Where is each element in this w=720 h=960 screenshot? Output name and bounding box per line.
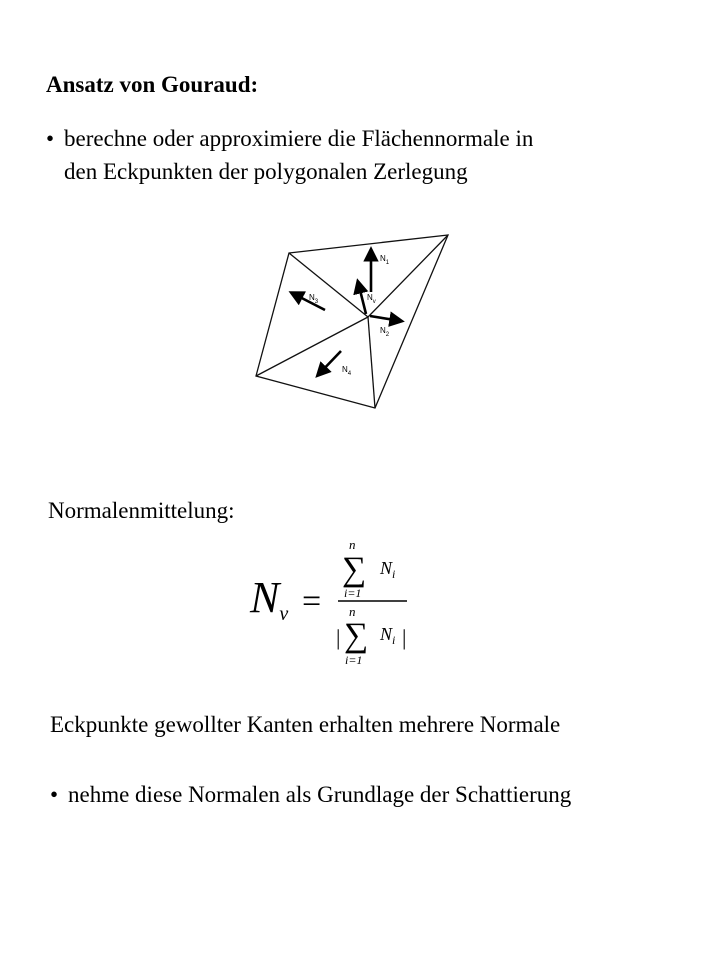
denominator-term: $N_i$	[380, 624, 396, 647]
normal-n2-arrow	[370, 316, 401, 321]
denominator-right-bar: |	[402, 625, 407, 650]
numerator-lower-limit: i=1	[344, 586, 362, 600]
bullet-1-text: berechne oder approximiere die Flächennormale in	[64, 126, 534, 151]
bullet-symbol: •	[46, 126, 55, 151]
normal-n4-arrow	[318, 351, 341, 375]
normal-averaging-label: Normalenmittelung:	[48, 498, 235, 523]
numerator-upper-limit: n	[349, 537, 356, 552]
mesh-edge	[368, 235, 448, 317]
bullet-item-1	[46, 126, 533, 152]
formula-equals: =	[302, 583, 322, 620]
edge-vertices-text: Eckpunkte gewollter Kanten erhalten mehrere Normale	[50, 712, 561, 737]
triangle-mesh-figure	[248, 228, 460, 418]
formula-lhs: Nv	[250, 573, 289, 625]
denominator-sum: ∑	[344, 617, 369, 654]
denominator-upper-limit: n	[349, 604, 356, 619]
label-nv: $N_v$	[367, 293, 376, 305]
mesh-edge	[256, 317, 368, 376]
mesh-edges	[256, 235, 448, 408]
denominator-lower-limit: i=1	[345, 653, 363, 667]
label-n3: $N_3$	[309, 293, 319, 305]
label-n2: $N_2$	[380, 326, 390, 338]
mesh-edge	[289, 253, 368, 317]
bullet-1-continuation: den Eckpunkten der polygonalen Zerlegung	[64, 159, 468, 184]
heading: Ansatz von Gouraud:	[46, 72, 259, 97]
denominator-left-bar: |	[336, 625, 341, 650]
bullet-symbol: •	[50, 782, 59, 807]
mesh-outline	[256, 235, 448, 408]
label-n4: $N_4$	[342, 365, 352, 377]
numerator-term: $N_i$	[380, 558, 396, 581]
averaging-formula	[240, 530, 430, 680]
bullet-item-2	[50, 782, 571, 808]
mesh-edge	[368, 317, 375, 408]
bullet-2-text: nehme diese Normalen als Grundlage der Schattierung	[68, 782, 572, 807]
label-n1: $N_1$	[380, 254, 390, 266]
numerator-sum: ∑	[342, 551, 367, 588]
